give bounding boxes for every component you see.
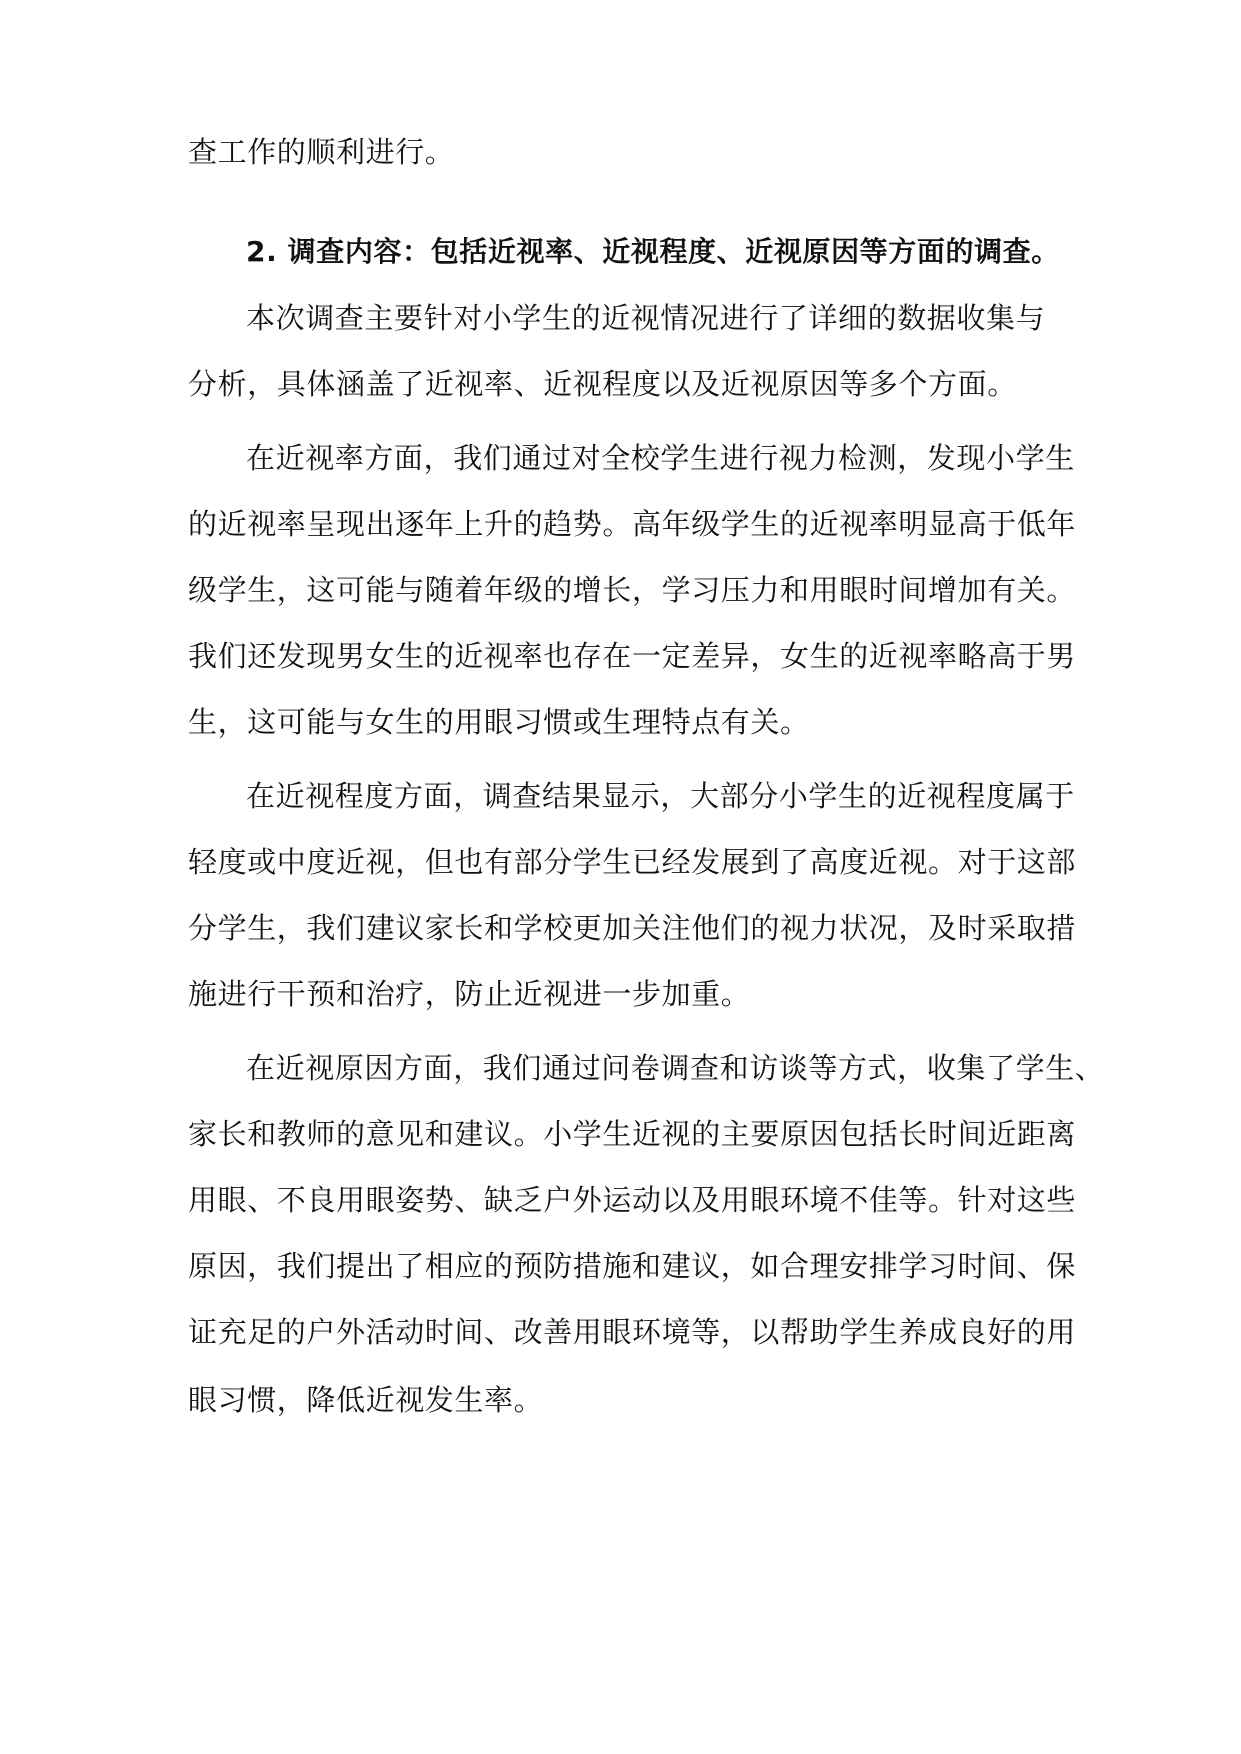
paragraph-line: 我们还发现男女生的近视率也存在一定差异，女生的近视率略高于男 (188, 639, 1077, 673)
paragraph-line: 分析，具体涵盖了近视率、近视程度以及近视原因等多个方面。 (188, 367, 1017, 401)
paragraph-line: 证充足的户外活动时间、改善用眼环境等，以帮助学生养成良好的用 (188, 1315, 1077, 1349)
paragraph-line: 在近视原因方面，我们通过问卷调查和访谈等方式，收集了学生、 (246, 1051, 1105, 1085)
paragraph-line: 本次调查主要针对小学生的近视情况进行了详细的数据收集与 (246, 301, 1046, 335)
paragraph-line: 在近视程度方面，调查结果显示，大部分小学生的近视程度属于 (246, 779, 1075, 813)
paragraph-line: 级学生，这可能与随着年级的增长，学习压力和用眼时间增加有关。 (188, 573, 1077, 607)
paragraph-line: 的近视率呈现出逐年上升的趋势。高年级学生的近视率明显高于低年 (188, 507, 1077, 541)
paragraph-line: 轻度或中度近视，但也有部分学生已经发展到了高度近视。对于这部 (188, 845, 1077, 879)
paragraph-line: 用眼、不良用眼姿势、缺乏户外运动以及用眼环境不佳等。针对这些 (188, 1183, 1077, 1217)
continuation-line: 查工作的顺利进行。 (188, 135, 455, 169)
paragraph-line: 眼习惯，降低近视发生率。 (188, 1383, 544, 1417)
section-heading: 2. 调查内容：包括近视率、近视程度、近视原因等方面的调查。 (246, 235, 1060, 268)
paragraph-line: 原因，我们提出了相应的预防措施和建议，如合理安排学习时间、保 (188, 1249, 1077, 1283)
paragraph-line: 生，这可能与女生的用眼习惯或生理特点有关。 (188, 705, 810, 739)
paragraph-line: 分学生，我们建议家长和学校更加关注他们的视力状况，及时采取措 (188, 911, 1077, 945)
paragraph-line: 家长和教师的意见和建议。小学生近视的主要原因包括长时间近距离 (188, 1117, 1077, 1151)
paragraph-line: 在近视率方面，我们通过对全校学生进行视力检测，发现小学生 (246, 441, 1075, 475)
paragraph-line: 施进行干预和治疗，防止近视进一步加重。 (188, 977, 751, 1011)
